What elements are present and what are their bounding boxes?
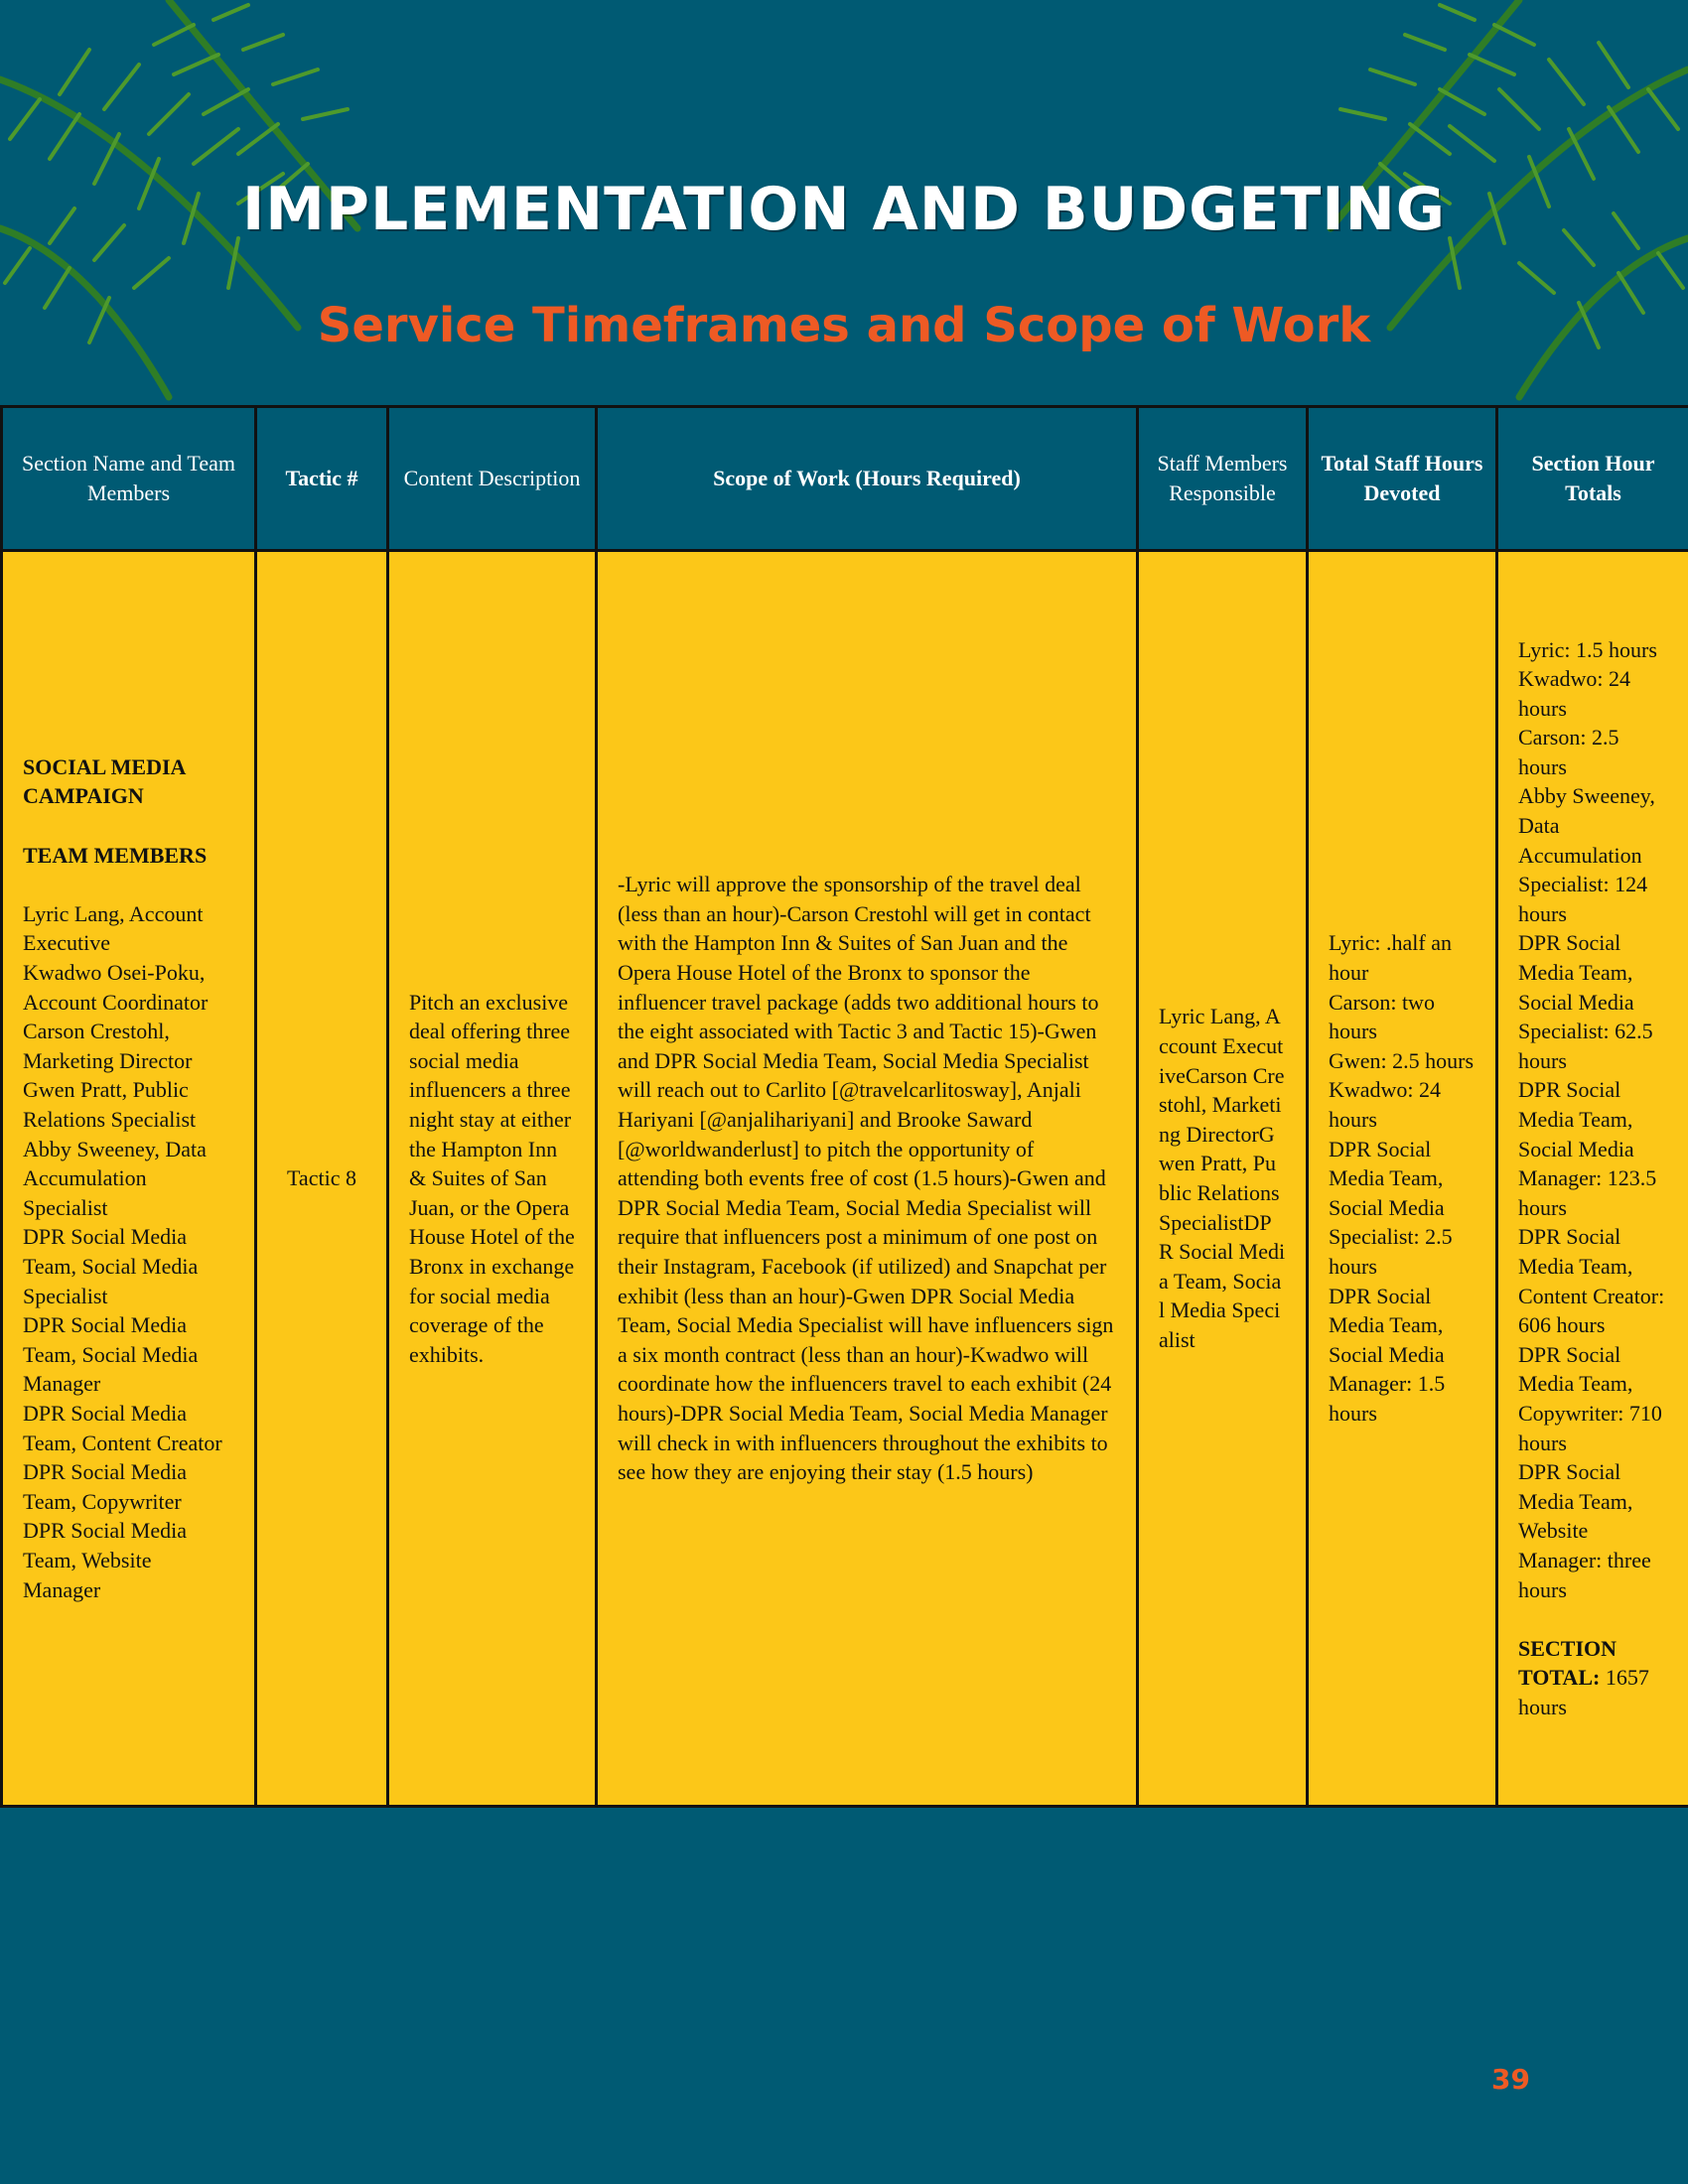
column-header: Content Description	[388, 407, 597, 551]
section-name-cell	[2, 551, 256, 1807]
table-row	[2, 551, 1688, 1807]
team-member: DPR Social Media Team, Content Creator	[23, 1400, 222, 1455]
team-member: DPR Social Media Team, Social Media Specialist	[23, 1224, 199, 1308]
page-title: IMPLEMENTATION AND BUDGETING	[241, 175, 1447, 244]
section-name: SOCIAL MEDIA CAMPAIGN	[23, 753, 186, 809]
page-subtitle: Service Timeframes and Scope of Work	[317, 298, 1371, 353]
section-hours-entry: Kwadwo: 24 hours	[1518, 666, 1631, 721]
section-hours-entry: Lyric: 1.5 hours	[1518, 636, 1657, 662]
column-header: Staff Members Responsible	[1138, 407, 1308, 551]
column-header: Section Name and Team Members	[2, 407, 256, 551]
column-header: Scope of Work (Hours Required)	[597, 407, 1138, 551]
section-hours-entry: Carson: 2.5 hours	[1518, 725, 1619, 779]
column-header: Tactic #	[256, 407, 388, 551]
content-description-cell: Pitch an exclusive deal offering three social media influencers a three night stay at either the Hampton Inn & Suites of San Juan, or the Opera House Hotel of the Bronx in exchange for social media coverage of the exhibits.	[388, 551, 597, 1807]
team-member: DPR Social Media Team, Social Media Manager	[23, 1312, 199, 1397]
team-member: Carson Crestohl, Marketing Director	[23, 1019, 193, 1073]
staff-hours-cell	[1308, 551, 1497, 1807]
section-hours-entry: DPR Social Media Team, Social Media Manager: 123.5 hours	[1518, 1077, 1657, 1220]
staff-hours-entry: DPR Social Media Team, Social Media Manager: 1.5 hours	[1329, 1283, 1446, 1426]
team-member: Lyric Lang, Account Executive	[23, 900, 204, 956]
section-hours-entry: DPR Social Media Team, Social Media Specialist: 62.5 hours	[1518, 930, 1653, 1073]
section-total-label: SECTION TOTAL:	[1518, 1635, 1618, 1691]
section-hours-entry: DPR Social Media Team, Website Manager: three hours	[1518, 1459, 1651, 1602]
team-member: DPR Social Media Team, Copywriter	[23, 1459, 187, 1514]
section-hours-entry: DPR Social Media Team, Content Creator: 606 hours	[1518, 1224, 1665, 1338]
staff-responsible-cell: Lyric Lang, Account ExecutiveCarson Crestohl, Marketing DirectorGwen Pratt, Public Relations SpecialistDPR Social Media Team, Social Media Specialist	[1138, 551, 1308, 1807]
team-member: Abby Sweeney, Data Accumulation Specialist	[23, 1136, 207, 1220]
staff-hours-entry: Carson: two hours	[1329, 989, 1435, 1044]
section-hours-cell	[1497, 551, 1688, 1807]
column-header: Total Staff Hours Devoted	[1308, 407, 1497, 551]
table-header-row	[2, 407, 1688, 551]
scope-of-work-cell: -Lyric will approve the sponsorship of the travel deal (less than an hour)-Carson Crestohl will get in contact with the Hampton Inn & Suites of San Juan and the Opera House Hotel of the Bronx to sponsor the influencer travel package (adds two additional hours to the eight associated with Tactic 3 and Tactic 15)-Gwen and DPR Social Media Team, Social Media Specialist will reach out to Carlito [@travelcarlitosway], Anjali Hariyani [@anjalihariyani] and Brooke Saward [@worldwanderlust] to pitch the opportunity of attending both events free of cost (1.5 hours)-Gwen and DPR Social Media Team, Social Media Specialist will require that influencers post a minimum of one post on their Instagram, Facebook (if utilized) and Snapchat per exhibit (less than an hour)-Gwen DPR Social Media Team, Social Media Specialist will have influencers sign a six month contract (less than an hour)-Kwadwo will coordinate how the influencers travel to each exhibit (24 hours)-DPR Social Media Team, Social Media Manager will check in with influencers throughout the exhibits to see how they are enjoying their stay (1.5 hours)	[597, 551, 1138, 1807]
page-number: 39	[1491, 2063, 1530, 2096]
section-total	[1518, 1634, 1668, 1722]
team-member: Kwadwo Osei-Poku, Account Coordinator	[23, 960, 209, 1015]
staff-hours-entry: Gwen: 2.5 hours	[1329, 1047, 1475, 1073]
staff-hours-entry: Kwadwo: 24 hours	[1329, 1077, 1442, 1133]
team-member: Gwen Pratt, Public Relations Specialist	[23, 1077, 197, 1133]
scope-of-work-table	[0, 405, 1688, 1808]
section-hours-entry: DPR Social Media Team, Copywriter: 710 hours	[1518, 1341, 1662, 1455]
staff-hours-entry: Lyric: .half an hour	[1329, 930, 1453, 986]
staff-hours-entry: DPR Social Media Team, Social Media Specialist: 2.5 hours	[1329, 1136, 1453, 1279]
team-member: DPR Social Media Team, Website Manager	[23, 1518, 187, 1602]
section-hours-entry: Abby Sweeney, Data Accumulation Specialist: 124 hours	[1518, 783, 1655, 926]
section-total-value: 1657 hours	[1518, 1665, 1649, 1719]
tactic-number-cell: Tactic 8	[256, 551, 388, 1807]
team-members-heading: TEAM MEMBERS	[23, 842, 208, 868]
column-header: Section Hour Totals	[1497, 407, 1688, 551]
